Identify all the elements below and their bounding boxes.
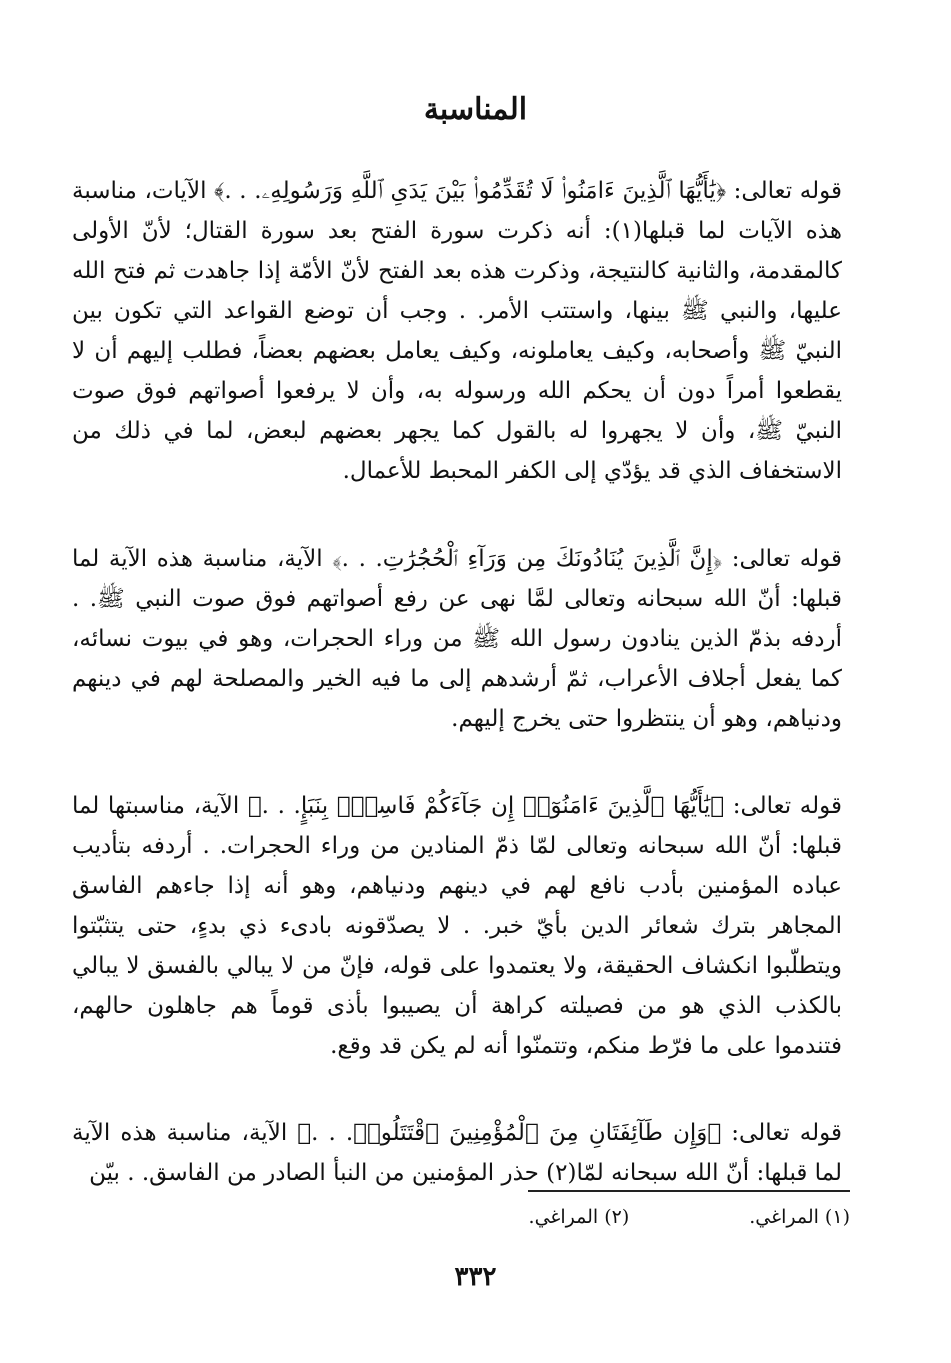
footnote-1: (١) المراغي. (749, 1206, 850, 1228)
footnote-divider (528, 1190, 850, 1192)
footnote-2: (٢) المراغي. (528, 1206, 630, 1228)
paragraph-3: قوله تعالى: ﴿يَٰأَيُّهَا ٱلَّذِينَ ءَامَنُوٓا۟ إِن جَآءَكُمْ فَاسِقٌۢ بِنَبَإٍ. . .﴾ الآية، مناسبتها لما قبلها: أنّ الله سبحانه وتعالى لمّا ذمّ المنادين من وراء الحجرات. . أردفه بتأديب عباده المؤمنين بأدب نافع لهم في دينهم ودنياهم، وهو أنه إذا جاءهم الفاسق المجاهر بترك شعائر الدين بأيّ خبر. . لا يصدّقونه بادىء ذي بدءٍ، حتى يتثبّتوا ويتطلّبوا انكشاف الحقيقة، ولا يعتمدوا على قوله، فإنّ من لا يبالي بالفسق لا يبالي بالكذب الذي هو من فصيلته كراهة أن يصيبوا بأذى قوماً هم جاهلون حالهم، فتندموا على ما فرّط منكم، وتتمنّوا أنه لم يكن قد وقع. (72, 793, 842, 1059)
paragraph-2: قوله تعالى: ﴿إِنَّ ٱلَّذِينَ يُنَادُونَكَ مِن وَرَآءِ ٱلْحُجُرَٰتِ. . .﴾ الآية، مناسبة هذه الآية لما قبلها: أنّ الله سبحانه وتعالى لمَّا نهى عن رفع أصواتهم فوق صوت النبي ﷺ. . أردفه بذمّ الذين ينادون رسول الله ﷺ من وراء الحجرات، وهو في بيوت نسائه، كما يفعل أجلاف الأعراب، ثمّ أرشدهم إلى ما فيه الخير والمصلحة لهم في دينهم ودنياهم، وهو أن ينتظروا حتى يخرج إليهم. (72, 546, 842, 732)
page-title: المناسبة (423, 92, 528, 127)
paragraph-1: قوله تعالى: ﴿يَٰأَيُّهَا ٱلَّذِينَ ءَامَنُوا۟ لَا تُقَدِّمُوا۟ بَيْنَ يَدَىِ ٱللَّهِ وَرَسُولِهِۦ. . .﴾ الآيات، مناسبة هذه الآيات لما قبلها(١): أنه ذكرت سورة الفتح بعد سورة القتال؛ لأنّ الأولى كالمقدمة، والثانية كالنتيجة، وذكرت هذه بعد الفتح لأنّ الأمّة إذا جاهدت ثم فتح الله عليها، والنبي ﷺ بينها، واستتب الأمر. . وجب أن توضع القواعد التي تكون بين النبيّ ﷺ وأصحابه، وكيف يعاملونه، وكيف يعامل بعضهم بعضاً، فطلب إليهم أن لا يقطعوا أمراً دون أن يحكم الله ورسوله به، وأن لا يرفعوا أصواتهم فوق صوت النبيّ ﷺ، وأن لا يجهروا له بالقول كما يجهر بعضهم لبعض، لما في ذلك من الاستخفاف الذي قد يؤدّي إلى الكفر المحبط للأعمال. (72, 178, 842, 484)
footnotes (280, 1206, 850, 1228)
page-number: ٣٣٢ (454, 1262, 497, 1292)
paragraph-4: قوله تعالى: ﴿وَإِن طَآئِفَتَانِ مِنَ ٱلْمُؤْمِنِينَ ٱقْتَتَلُوا۟. . .﴾ الآية، مناسبة هذه الآية لما قبلها: أنّ الله سبحانه لمّا(٢) حذر المؤمنين من النبأ الصادر من الفاسق. . بيّن (72, 1120, 842, 1186)
